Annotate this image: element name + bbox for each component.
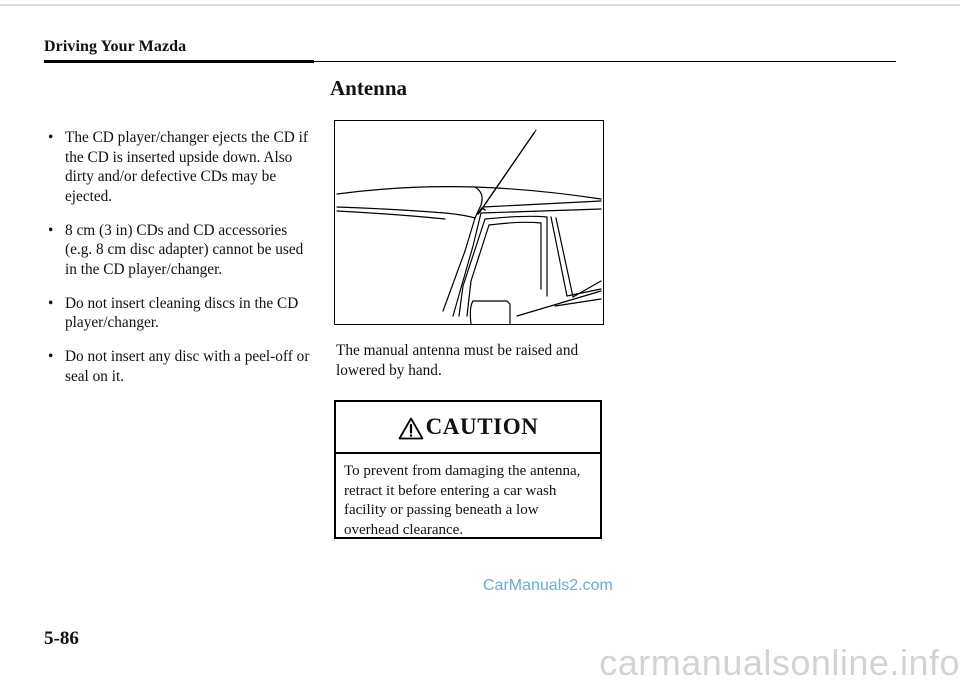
bullet-dot: • [48, 129, 54, 146]
header-rule-thin [314, 61, 896, 62]
top-edge-line [0, 4, 960, 6]
running-header: Driving Your Mazda [44, 38, 187, 55]
site-watermark: carmanualsonline.info [599, 642, 960, 683]
car-roof-antenna-drawing [335, 121, 603, 324]
caution-body: To prevent from damaging the antenna, retract it before entering a car wash facility or passing beneath a low overhead clearance. [344, 463, 581, 538]
bullet-text: 8 cm (3 in) CDs and CD accessories (e.g. 8 cm disc adapter) cannot be used in the CD player/changer. [65, 221, 304, 278]
section-title: Antenna [330, 76, 408, 100]
bullet-item [48, 347, 318, 386]
bullet-dot: • [48, 348, 54, 365]
page-number: 5-86 [44, 628, 79, 649]
bullet-item [48, 221, 318, 280]
antenna-illustration [334, 120, 604, 325]
source-watermark[interactable]: CarManuals2.com [483, 577, 613, 594]
bullet-text: The CD player/changer ejects the CD if the CD is inserted upside down. Also dirty and/or defective CDs may be ejected. [65, 129, 308, 205]
bullet-dot: • [48, 294, 54, 312]
bullet-dot: • [48, 221, 54, 239]
bullet-text: Do not insert cleaning discs in the CD player/changer. [65, 294, 299, 331]
bullet-item [48, 294, 318, 333]
caution-title: CAUTION [425, 414, 539, 439]
bullet-text: Do not insert any disc with a peel-off or seal on it. [65, 348, 310, 385]
bullet-list [48, 128, 318, 401]
caution-box [334, 400, 602, 539]
bullet-item [48, 128, 318, 206]
warning-triangle-icon [398, 417, 424, 440]
caution-header [336, 402, 600, 454]
antenna-caption: The manual antenna must be raised and lowered by hand. [336, 342, 579, 379]
header-rule-thick [44, 60, 314, 63]
